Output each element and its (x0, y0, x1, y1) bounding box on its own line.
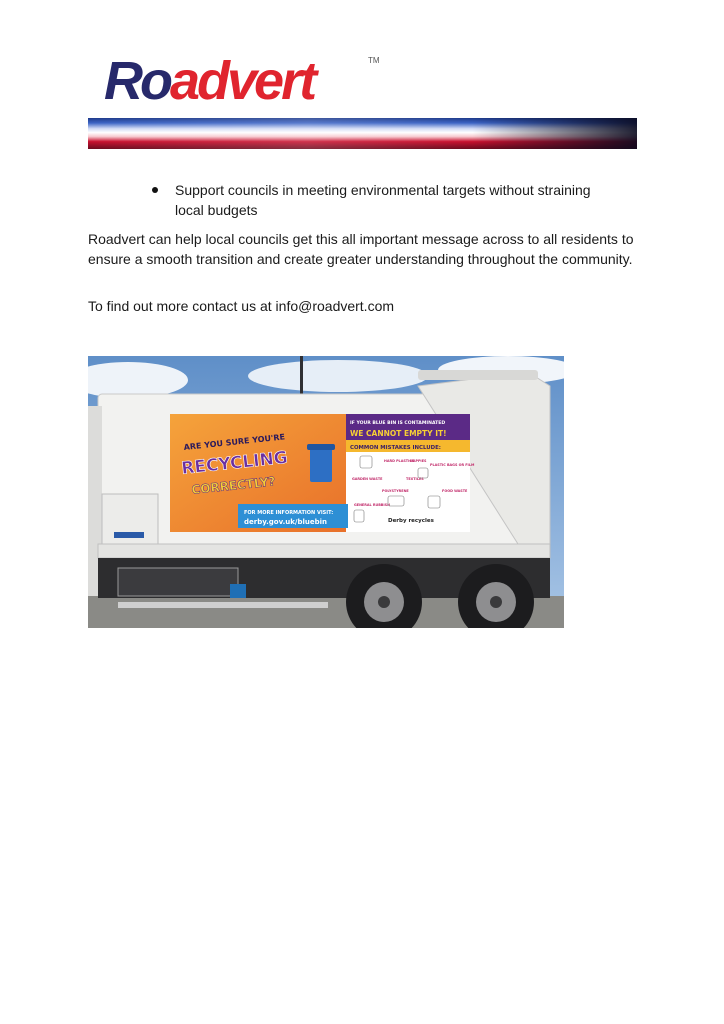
ad-item: NAPPIES (410, 459, 427, 463)
ad-info-url: derby.gov.uk/bluebin (244, 518, 328, 526)
ad-item: TEXTILES (406, 477, 424, 481)
paragraph-intro: Roadvert can help local councils get this all important message across to all residents to ensure a smooth transition and create greater understanding throughout the community. (88, 231, 634, 267)
bin-lorry-photo (88, 356, 564, 628)
header-banner-stripe (88, 118, 637, 149)
logo-advert: advert (169, 51, 315, 111)
blue-bin-icon (310, 448, 332, 482)
ad-mistakes-title: COMMON MISTAKES INCLUDE: (350, 445, 441, 451)
bullet-text: Support councils in meeting environmental targets without straining local budgets (175, 182, 591, 218)
paragraph-contact: To find out more contact us at info@roadvert.com (88, 298, 395, 314)
ad-headline-big2: CORRECTLY? (190, 474, 276, 497)
logo-ro: Ro (104, 51, 170, 111)
roadvert-logo (104, 52, 380, 110)
ad-warning-line2: WE CANNOT EMPTY IT! (350, 429, 447, 438)
logo-wordmark (104, 52, 314, 110)
ad-warning-line1: IF YOUR BLUE BIN IS CONTAMINATED (350, 421, 446, 426)
ad-item: POLYSTYRENE (382, 489, 409, 493)
ad-headline-big: RECYCLING (180, 447, 289, 479)
ad-item: HARD PLASTICS (384, 459, 415, 463)
logo-trademark: TM (368, 56, 380, 65)
ad-headline-small: ARE YOU SURE YOU'RE (183, 432, 286, 452)
bullet-icon (152, 187, 158, 193)
ad-info-label: FOR MORE INFORMATION VISIT: (244, 510, 334, 516)
ad-item: GENERAL RUBBISH (354, 503, 390, 507)
ad-item: FOOD WASTE (442, 489, 468, 493)
ad-brand: Derby recycles (388, 518, 434, 524)
ad-item: PLASTIC BAGS OR FILM (430, 463, 475, 467)
ad-item: GARDEN WASTE (352, 477, 383, 481)
